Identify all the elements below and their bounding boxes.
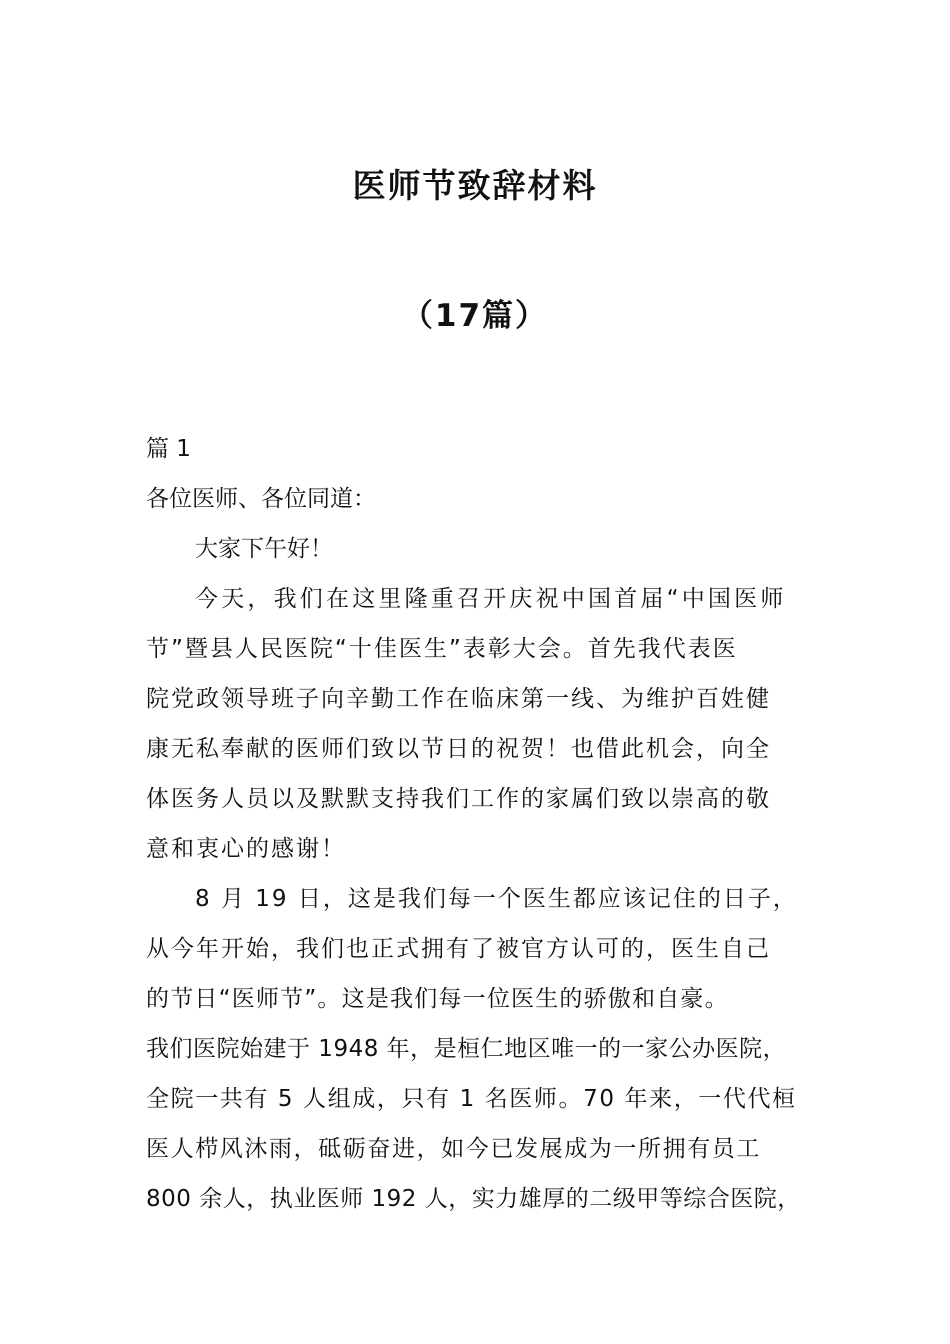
- paragraph-line: 从今年开始，我们也正式拥有了被官方认可的，医生自己: [146, 936, 771, 962]
- paragraph-line: 节”暨县人民医院“十佳医生”表彰大会。首先我代表医: [146, 636, 738, 662]
- paragraph-line: 8 月 19 日，这是我们每一个医生都应该记住的日子，: [195, 886, 798, 912]
- paragraph-line: 的节日“医师节”。这是我们每一位医生的骄傲和自豪。: [146, 986, 729, 1012]
- salutation: 各位医师、各位同道：: [146, 486, 376, 512]
- document-subtitle: （17篇）: [401, 298, 549, 334]
- paragraph-line: 医人栉风沐雨，砥砺奋进，如今已发展成为一所拥有员工: [146, 1136, 761, 1162]
- paragraph-line: 全院一共有 5 人组成，只有 1 名医师。70 年来，一代代桓: [146, 1086, 797, 1112]
- paragraph-line: 意和衷心的感谢！: [146, 836, 346, 862]
- paragraph-line: 康无私奉献的医师们致以节日的祝贺！也借此机会，向全: [146, 736, 771, 762]
- section-label: 篇 1: [146, 436, 191, 462]
- paragraph-line: 今天，我们在这里隆重召开庆祝中国首届“中国医师: [195, 586, 787, 612]
- paragraph-line: 800 余人，执业医师 192 人，实力雄厚的二级甲等综合医院，: [146, 1186, 801, 1212]
- paragraph-line: 院党政领导班子向辛勤工作在临床第一线、为维护百姓健: [146, 686, 771, 712]
- paragraph-line: 体医务人员以及默默支持我们工作的家属们致以崇高的敬: [146, 786, 771, 812]
- paragraph-line: 我们医院始建于 1948 年，是桓仁地区唯一的一家公办医院，: [146, 1036, 787, 1062]
- document-title: 医师节致辞材料: [352, 166, 598, 205]
- greeting: 大家下午好！: [195, 536, 333, 562]
